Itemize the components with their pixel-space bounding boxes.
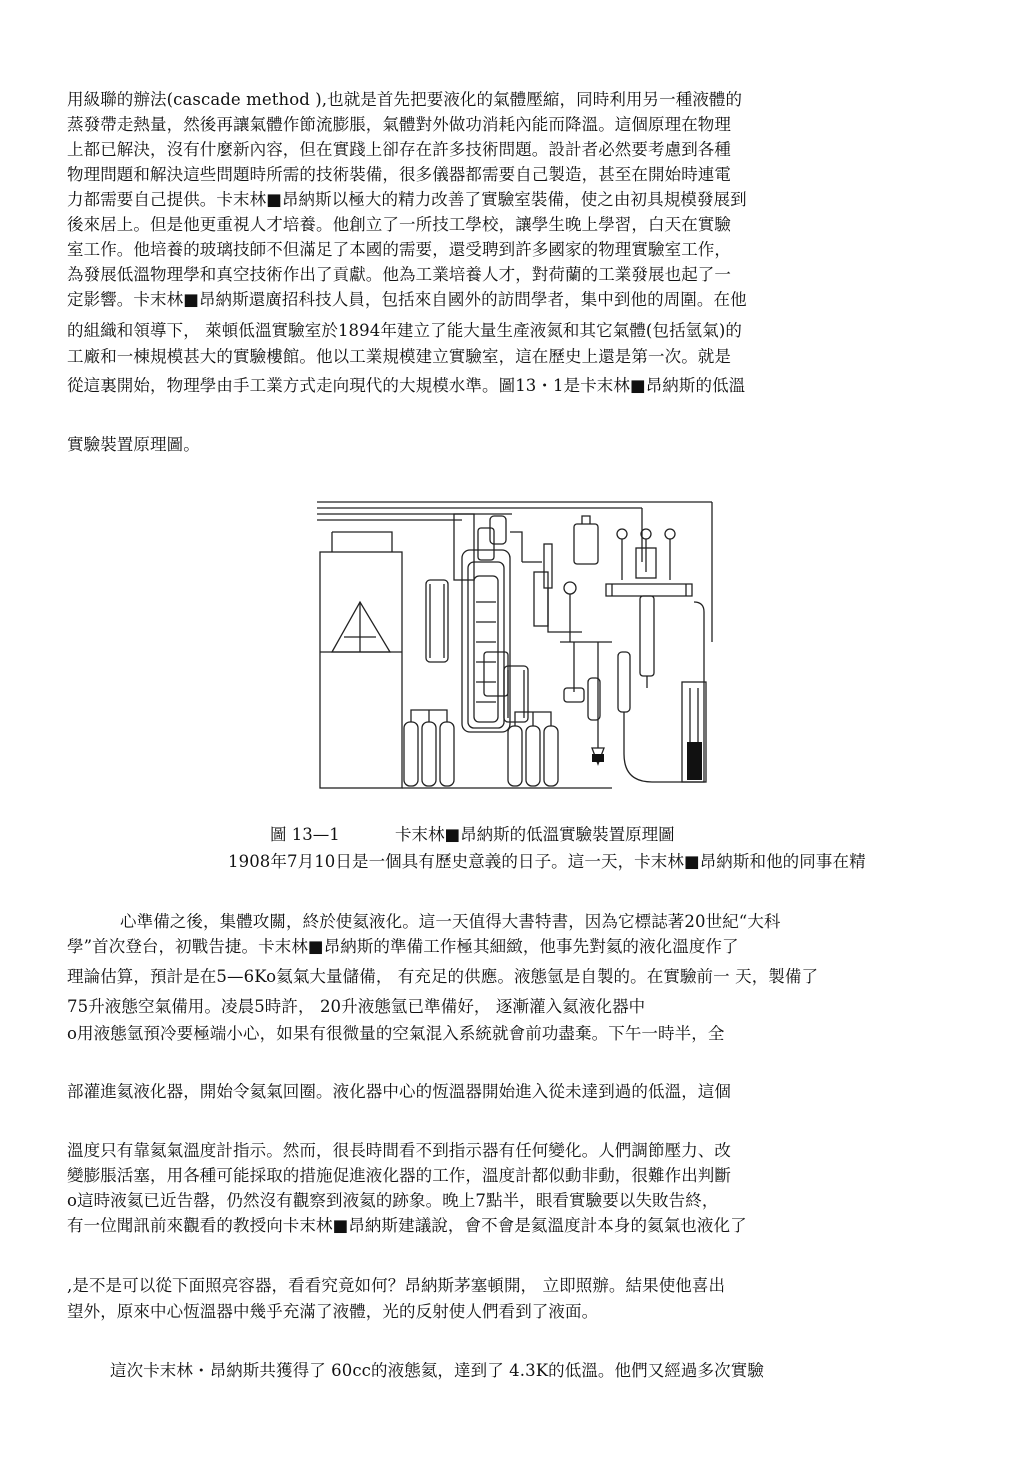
text-line: 力都需要自己提供。卡末林■昂納斯以極大的精力改善了實驗室裝備，使之由初具規模發展到 [67, 190, 747, 209]
text-line: 室工作。他培養的玻璃技師不但滿足了本國的需要，還受聘到許多國家的物理實驗室工作， [67, 240, 731, 259]
text-line: o這時液氦已近告罄，仍然沒有觀察到液氦的跡象。晚上7點半，眼看實驗要以失敗告終， [67, 1191, 719, 1210]
text-line: 部灌進氦液化器，開始令氦氣回圈。液化器中心的恆溫器開始進入從未達到過的低溫，這個 [67, 1082, 731, 1101]
text-line: 變膨脹活塞，用各種可能採取的措施促進液化器的工作，溫度計都似動非動，很難作出判斷 [67, 1166, 731, 1185]
figure-caption: 卡末林■昂納斯的低溫實驗裝置原理圖 [395, 825, 675, 844]
text-line: 工廠和一棟規模甚大的實驗樓館。他以工業規模建立實驗室，這在歷史上還是第一次。就是 [67, 347, 731, 366]
text-line: 的組織和領導下， 萊頓低溫實驗室於1894年建立了能大量生產液氮和其它氣體(包括氫氣)的 [67, 321, 743, 340]
text-line: 學”首次登台，初戰告捷。卡末林■昂納斯的準備工作極其細緻，他事先對氦的液化溫度作了 [67, 937, 739, 956]
text-line: 實驗裝置原理圖。 [67, 435, 200, 454]
text-line: 溫度只有靠氦氣溫度計指示。然而，很長時間看不到指示器有任何變化。人們調節壓力、改 [67, 1141, 731, 1160]
text-line: 望外，原來中心恆溫器中幾乎充滿了液體，光的反射使人們看到了液面。 [67, 1302, 599, 1321]
text-line: 定影響。卡末林■昂納斯還廣招科技人員，包括來自國外的訪問學者，集中到他的周圍。在他 [67, 290, 747, 309]
text-line: 蒸發帶走熱量，然後再讓氣體作節流膨脹，氣體對外做功消耗內能而降溫。這個原理在物理 [67, 115, 731, 134]
text-line: 從這裏開始，物理學由手工業方式走向現代的大規模水準。圖13・1是卡末林■昂納斯的低溫 [67, 376, 746, 395]
text-line: 心準備之後，集體攻關，終於使氦液化。這一天值得大書特書，因為它標誌著20世紀“大科 [120, 912, 781, 931]
figure-label: 圖 13—1 [270, 825, 340, 844]
text-line: 用級聯的辦法(cascade method ),也就是首先把要液化的氣體壓縮，同時利用另一種液體的 [67, 90, 743, 109]
apparatus-diagram [312, 492, 722, 804]
text-line: 有一位聞訊前來觀看的教授向卡末林■昂納斯建議說，會不會是氦溫度計本身的氦氣也液化了 [67, 1216, 747, 1235]
text-line: 後來居上。但是他更重視人才培養。他創立了一所技工學校，讓學生晚上學習，白天在實驗 [67, 215, 731, 234]
text-line: 上都已解決，沒有什麼新內容，但在實踐上卻存在許多技術問題。設計者必然要考慮到各種 [67, 140, 731, 159]
text-line: 理論估算，預計是在5—6Ko氦氣大量儲備， 有充足的供應。液態氫是自製的。在實驗前一 天，製備了 [67, 967, 819, 986]
text-line: 75升液態空氣備用。凌晨5時許， 20升液態氫已準備好， 逐漸灌入氦液化器中 [67, 997, 646, 1016]
text-line: o用液態氫預冷要極端小心，如果有很微量的空氣混入系統就會前功盡棄。下午一時半，全 [67, 1024, 725, 1043]
text-line: ,是不是可以從下面照亮容器，看看究竟如何？昂納斯茅塞頓開， 立即照辦。結果使他喜出 [67, 1276, 726, 1295]
text-line: 物理問題和解決這些問題時所需的技術裝備，很多儀器都需要自己製造，甚至在開始時連電 [67, 165, 731, 184]
text-line: 為發展低溫物理學和真空技術作出了貢獻。他為工業培養人才，對荷蘭的工業發展也起了一 [67, 265, 731, 284]
text-line: 1908年7月10日是一個具有歷史意義的日子。這一天，卡末林■昂納斯和他的同事在精 [228, 852, 866, 871]
text-line: 這次卡末林・昂納斯共獲得了 60cc的液態氦，達到了 4.3K的低溫。他們又經過多次實驗 [110, 1361, 764, 1380]
